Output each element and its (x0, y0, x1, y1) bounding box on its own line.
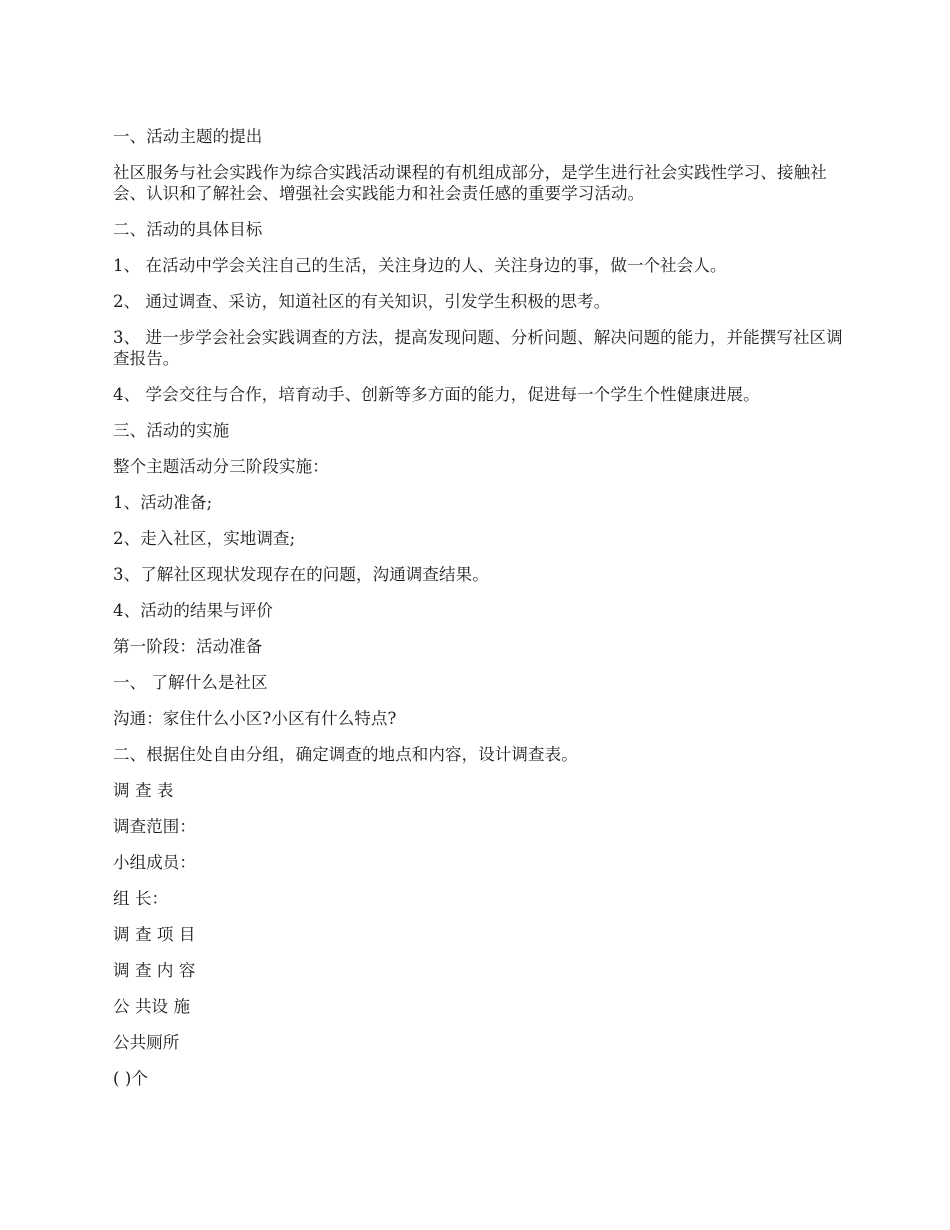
intro-paragraph: 社区服务与社会实践作为综合实践活动课程的有机组成部分，是学生进行社会实践性学习、接触社会、认识和了解社会、增强社会实践能力和社会责任感的重要学习活动。 (113, 163, 827, 203)
goal-item-1: 1、 在活动中学会关注自己的生活，关注身边的人、关注身边的事，做一个社会人。 (113, 256, 727, 275)
goal-item-4: 4、 学会交往与合作，培育动手、创新等多方面的能力，促进每一个学生个性健康进展。 (113, 385, 760, 404)
public-facilities-label: 公 共设 施 (113, 997, 191, 1016)
goal-item-3: 3、 进一步学会社会实践调查的方法，提高发现问题、分析问题、解决问题的能力，并能撰写社区调查报告。 (113, 328, 843, 368)
goal-item-2: 2、 通过调查、采访，知道社区的有关知识，引发学生积极的思考。 (113, 292, 611, 311)
survey-item-header: 调 查 项 目 (113, 925, 196, 944)
survey-table-title: 调 查 表 (113, 781, 174, 800)
survey-leader-label: 组 长： (113, 889, 169, 908)
survey-members-label: 小组成员： (113, 853, 196, 872)
stage-item-3: 3、了解社区现状发现存在的问题，沟通调查结果。 (113, 565, 489, 584)
public-toilets-label: 公共厕所 (113, 1033, 180, 1052)
survey-content-header: 调 查 内 容 (113, 961, 196, 980)
count-blank: ( )个 (113, 1069, 149, 1088)
phase-step-2: 二、根据住处自由分组，确定调查的地点和内容，设计调查表。 (113, 745, 578, 764)
stage-item-1: 1、活动准备; (113, 493, 213, 512)
survey-scope-label: 调查范围： (113, 817, 196, 836)
phase-heading-1: 第一阶段：活动准备 (113, 637, 263, 656)
section-heading-3: 三、活动的实施 (113, 421, 230, 440)
stages-intro: 整个主题活动分三阶段实施： (113, 457, 329, 476)
section-heading-2: 二、活动的具体目标 (113, 220, 263, 239)
stage-item-2: 2、走入社区，实地调查; (113, 529, 296, 548)
document-body (113, 126, 843, 1104)
section-heading-1: 一、活动主题的提出 (113, 127, 263, 146)
stage-item-4: 4、活动的结果与评价 (113, 601, 273, 620)
discussion-prompt: 沟通：家住什么小区?小区有什么特点? (113, 709, 397, 728)
phase-step-1: 一、 了解什么是社区 (113, 673, 268, 692)
